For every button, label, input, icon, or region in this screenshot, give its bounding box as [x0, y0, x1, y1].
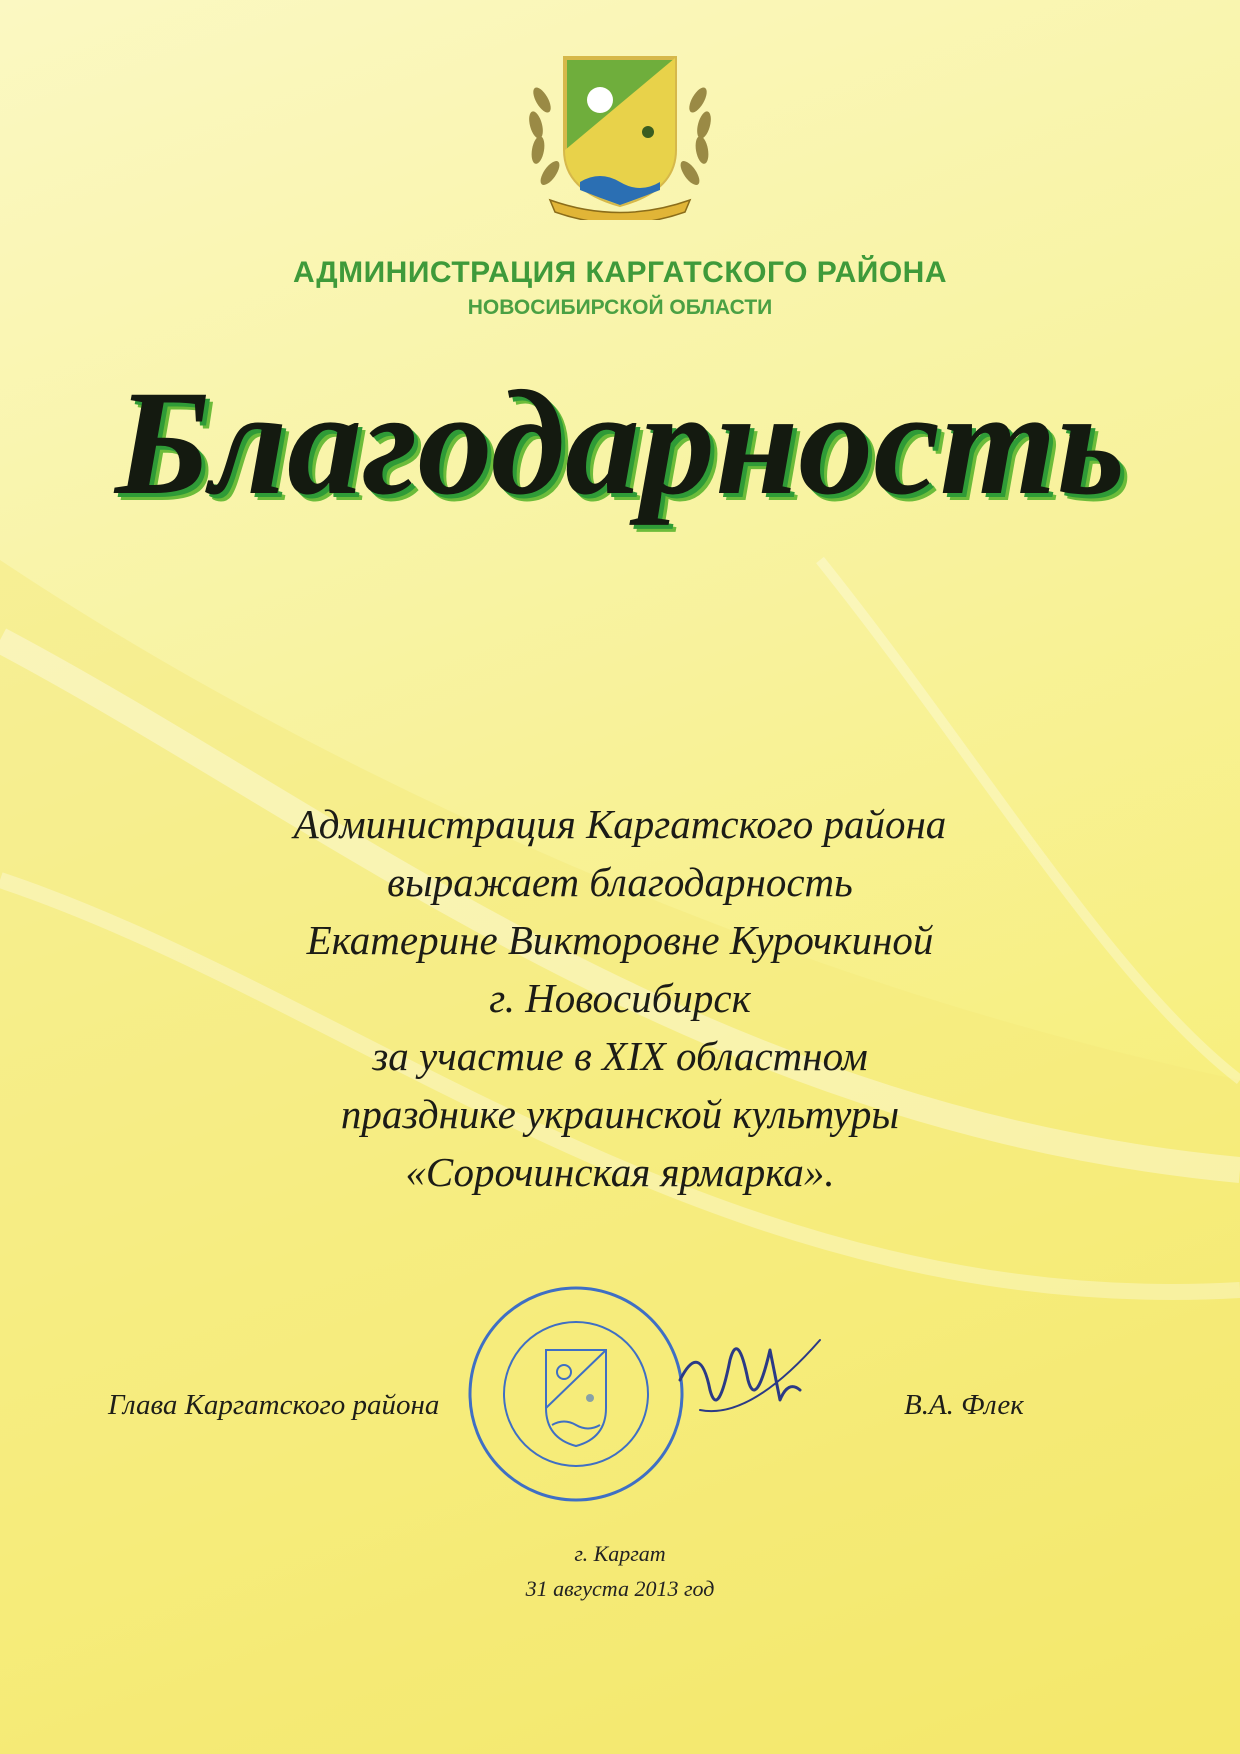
- recipient-name: Екатерине Викторовне Курочкиной: [306, 917, 934, 963]
- body-line: выражает благодарность: [387, 859, 853, 905]
- issue-date: 31 августа 2013 год: [525, 1576, 715, 1601]
- signatory-position: Глава Каргатского района: [108, 1389, 440, 1421]
- official-stamp-icon: [462, 1280, 690, 1508]
- issuer-region: НОВОСИБИРСКОЙ ОБЛАСТИ: [467, 296, 773, 319]
- issue-city: г. Каргат: [574, 1541, 666, 1566]
- issuer-title: АДМИНИСТРАЦИЯ КАРГАТСКОГО РАЙОНА: [292, 256, 948, 289]
- body-line: за участие в XIX областном: [372, 1033, 868, 1079]
- signatory-name: В.А. Флек: [904, 1389, 1024, 1421]
- coat-of-arms-icon: [520, 40, 720, 220]
- body-line: Администрация Каргатского района: [293, 801, 947, 847]
- certificate-title: Благодарность: [114, 360, 1126, 526]
- body-line: празднике украинской культуры: [340, 1091, 900, 1137]
- signature-icon: [670, 1320, 830, 1440]
- certificate-body: [0, 795, 1240, 1201]
- recipient-city: г. Новосибирск: [489, 975, 751, 1021]
- event-name: «Сорочинская ярмарка».: [405, 1149, 835, 1195]
